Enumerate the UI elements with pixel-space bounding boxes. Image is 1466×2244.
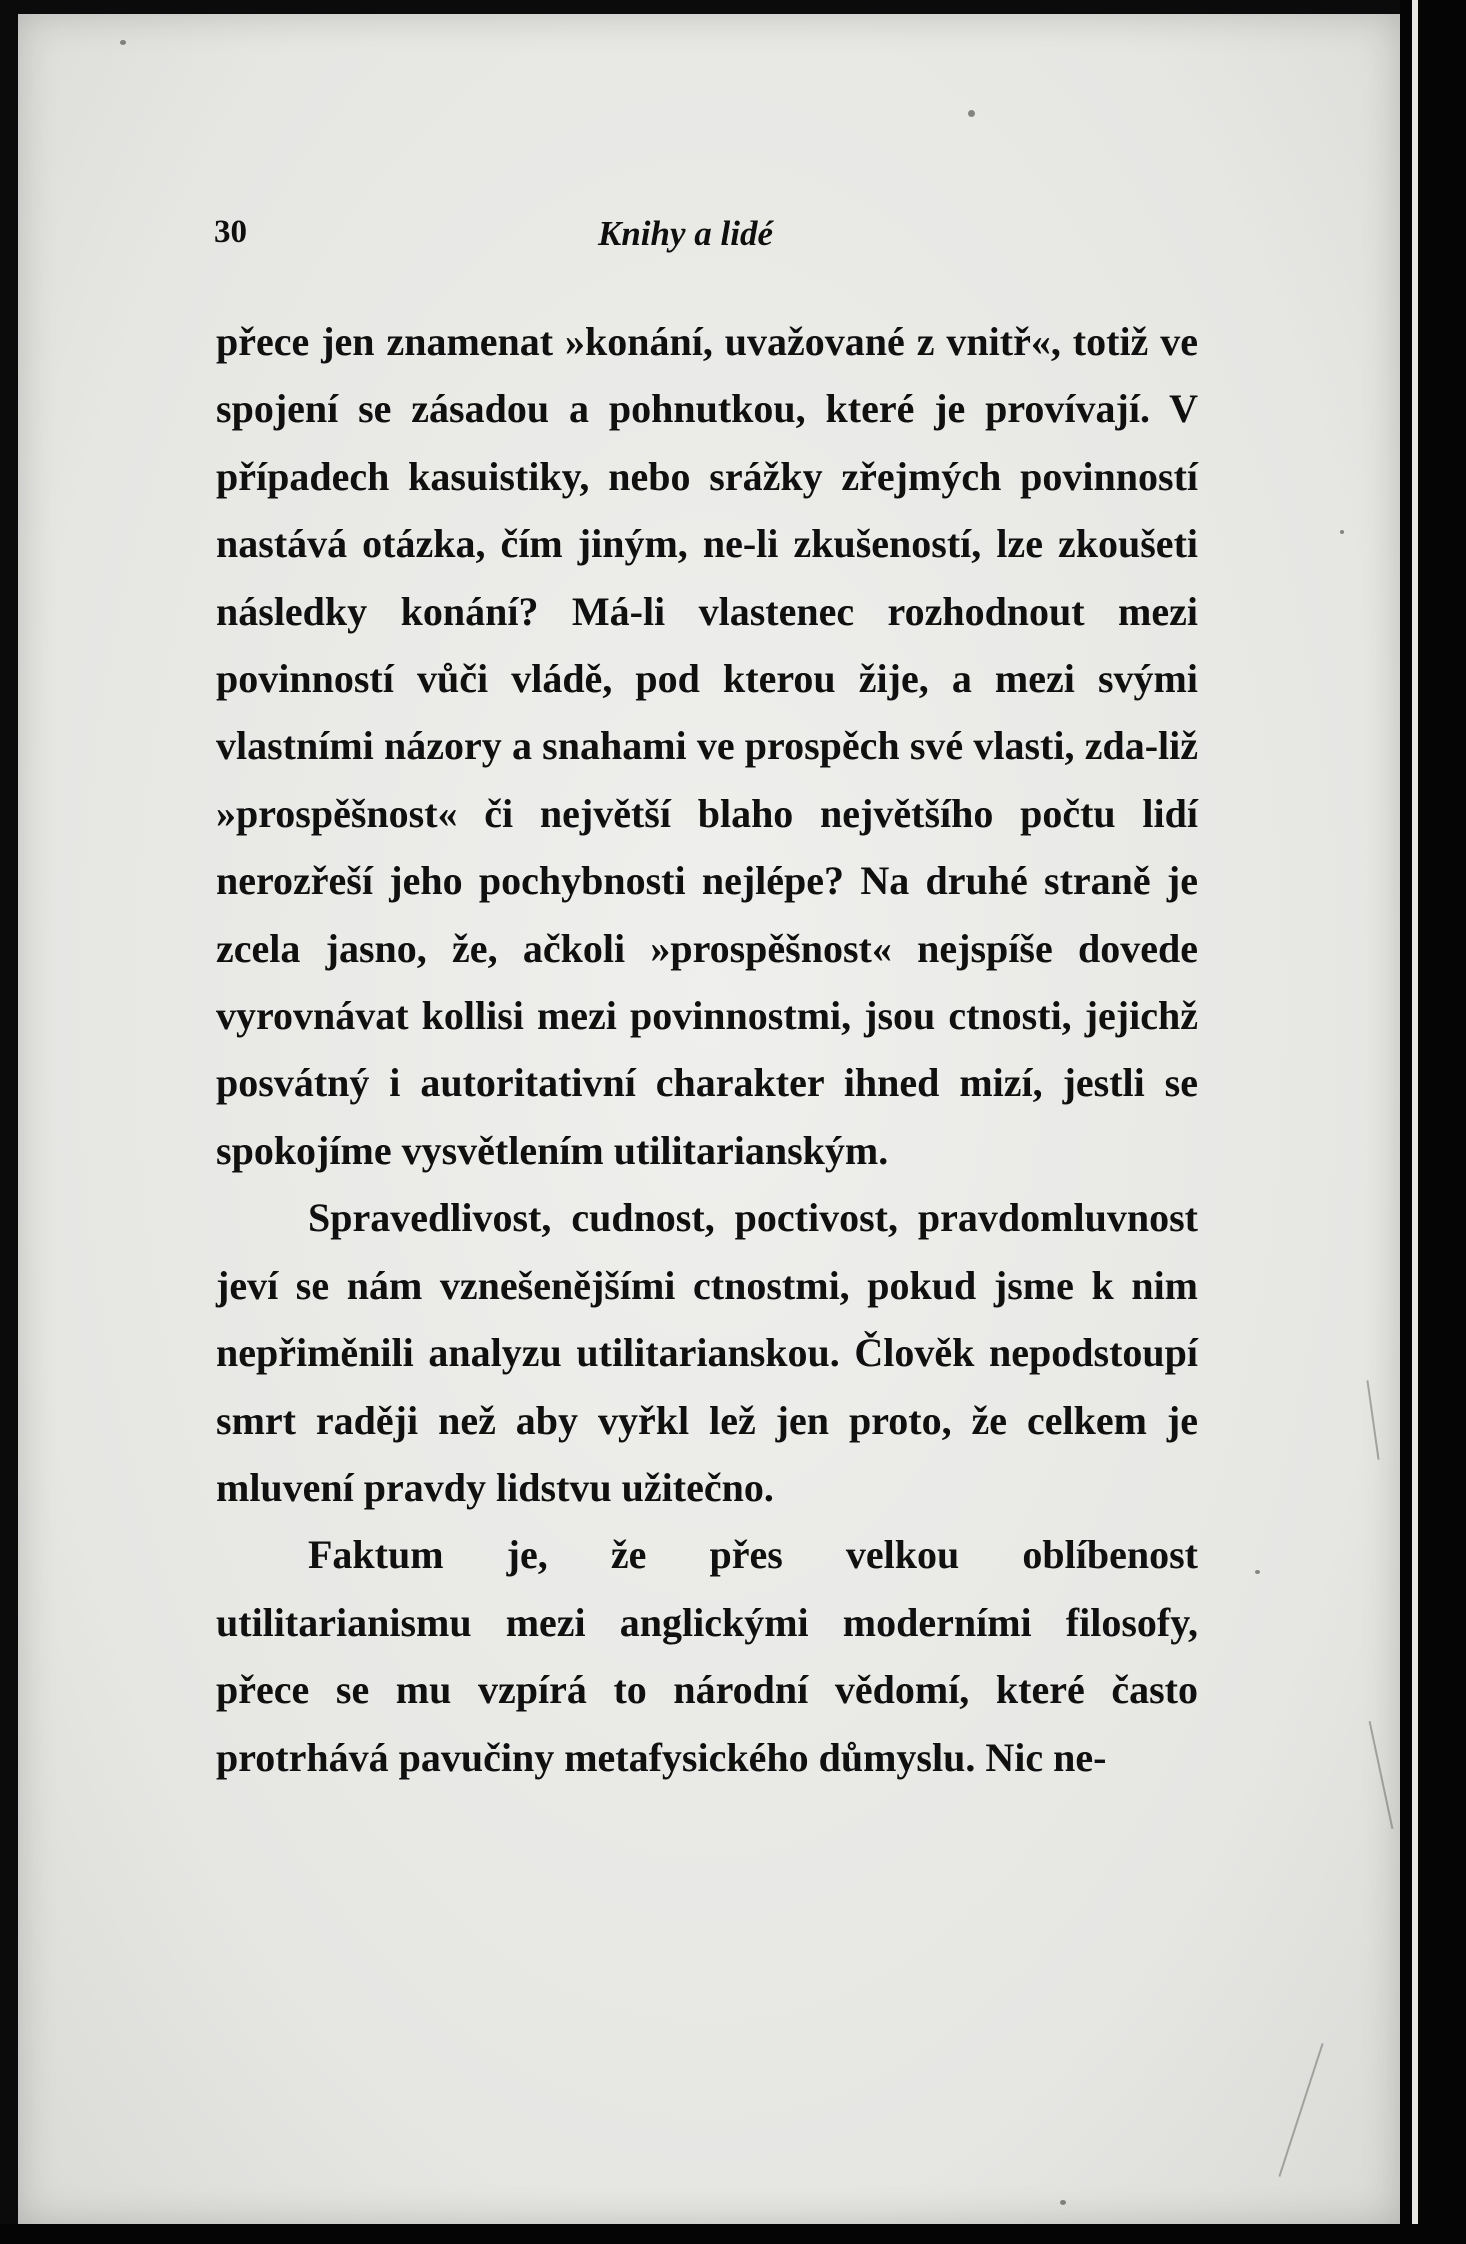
scan-speck xyxy=(1255,1570,1260,1574)
body-text xyxy=(216,308,1198,1791)
page-number: 30 xyxy=(214,214,247,250)
book-gutter xyxy=(1400,0,1466,2244)
paragraph: Faktum je, že přes velkou oblíbenost utilitarianismu mezi anglickými moderními filosofy, přece se mu vzpírá to národní vědomí, které často protrhává pavučiny metafysického důmyslu. Nic ne- xyxy=(216,1532,1198,1780)
page-header xyxy=(214,214,1194,264)
next-page-edge xyxy=(1412,0,1418,2244)
scan-speck xyxy=(1340,530,1344,534)
paragraph: Spravedlivost, cudnost, poctivost, pravdomluvnost jeví se nám vznešenějšími ctnostmi, pokud jsme k nim nepřiměnili analyzu utilitarianskou. Člověk nepodstoupí smrt raději než aby vyřkl lež jen proto, že celkem je mluvení pravdy lidstvu užitečno. xyxy=(216,1195,1198,1510)
scan-speck xyxy=(120,40,126,45)
scan-bottom-edge xyxy=(0,2224,1466,2244)
scan-speck xyxy=(1060,2200,1066,2205)
running-head: Knihy a lidé xyxy=(598,214,774,253)
scan-speck xyxy=(968,110,975,117)
paragraph: přece jen znamenat »konání, uvažované z vnitř«, totiž ve spojení se zásadou a pohnutkou, které je provívají. V případech kasuistiky, nebo srážky zřejmých povinností nastává otázka, čím jiným, ne-li zkušeností, lze zkoušeti následky konání? Má-li vlastenec rozhodnout mezi povinností vůči vládě, pod kterou žije, a mezi svými vlastními názory a snahami ve prospěch své vlasti, zda-liž »prospěšnost« či největší blaho největšího počtu lidí nerozřeší jeho pochybnosti nejlépe? Na druhé straně je zcela jasno, že, ačkoli »prospěšnost« nejspíše dovede vyrovnávat kollisi mezi povinnostmi, jsou ctnosti, jejichž posvátný i autoritativní charakter ihned mizí, jestli se spokojíme vysvětlením utilitarianským. xyxy=(216,319,1198,1173)
